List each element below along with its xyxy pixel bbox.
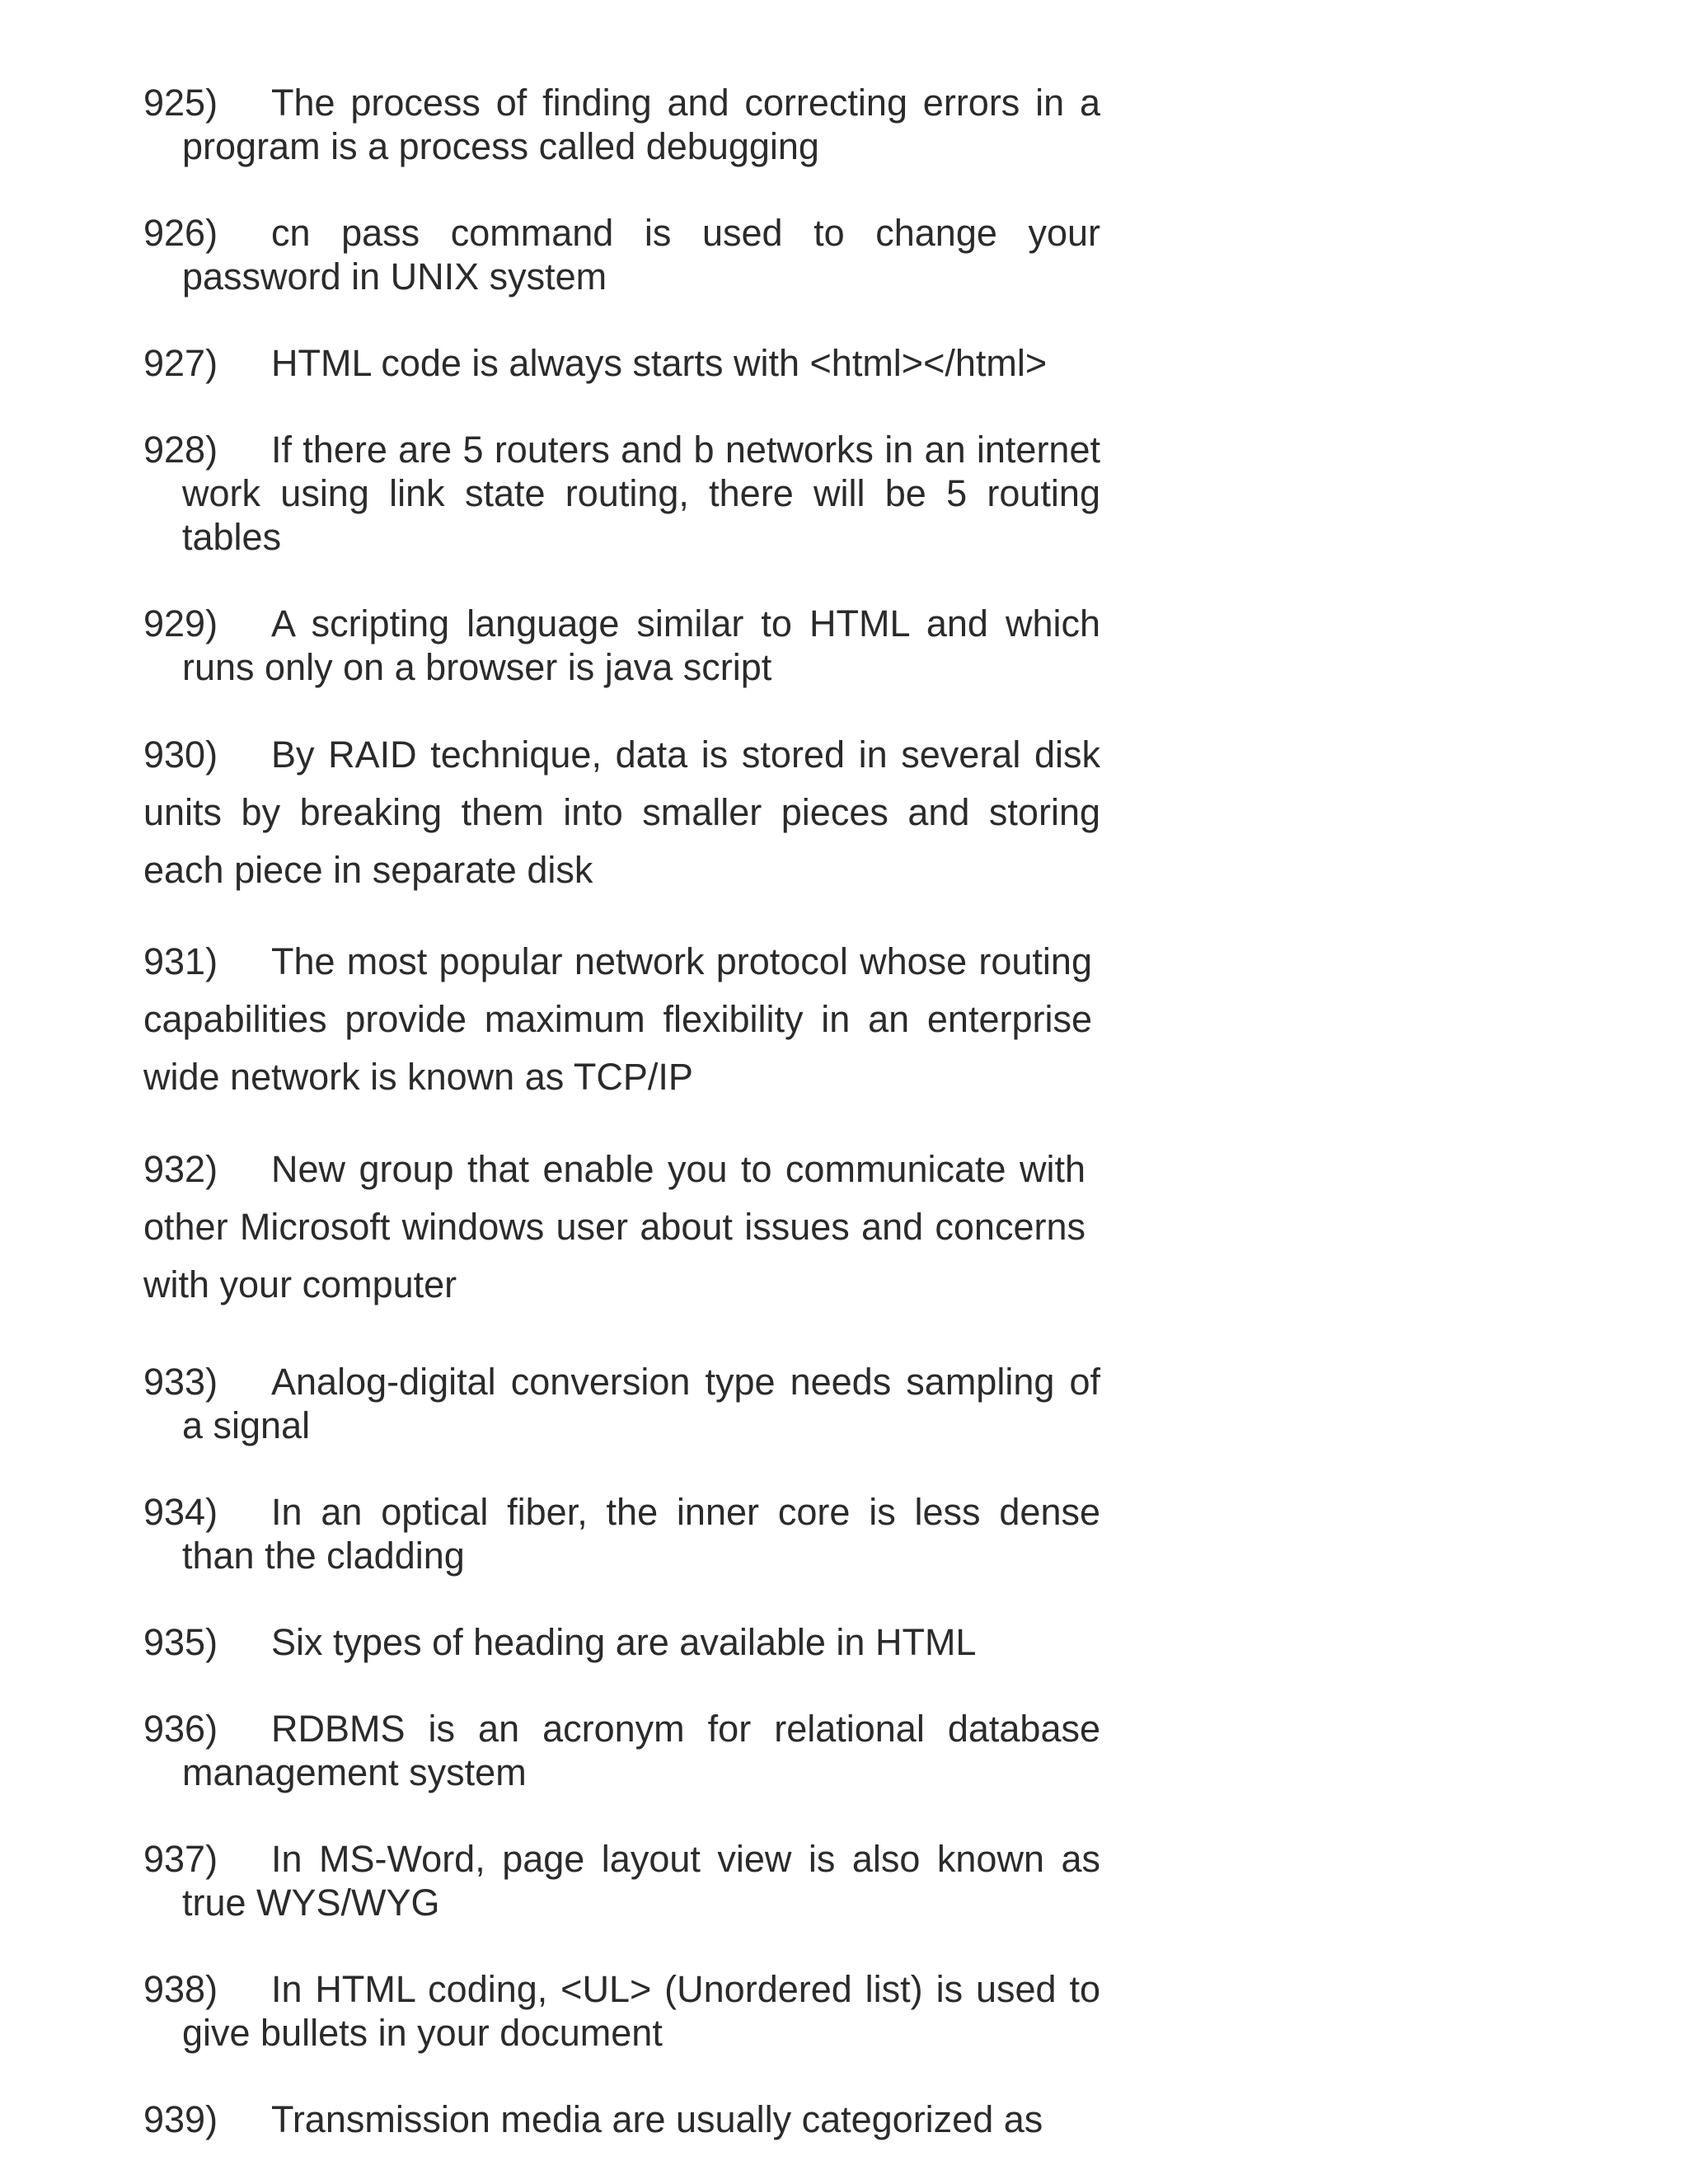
item-text: In MS-Word, page layout view is also known as true WYS/WYG: [182, 1838, 1100, 1924]
item-text: New group that enable you to communicate with other Microsoft windows user about issues and concerns with your computer: [143, 1148, 1085, 1305]
item-text-block: [143, 1967, 1100, 2055]
item-text-block: [143, 1620, 1100, 1664]
item-text-block: [143, 2097, 1100, 2141]
item-text: Analog-digital conversion type needs sampling of a signal: [182, 1361, 1100, 1446]
item-number: 929): [143, 602, 218, 644]
item-text: The process of finding and correcting errors in a program is a process called debugging: [182, 82, 1100, 167]
item-text-block: [143, 1490, 1100, 1577]
item-text-block: [143, 1837, 1100, 1924]
list-item: [143, 1837, 1100, 1924]
item-number: 927): [143, 342, 218, 384]
item-number: 938): [143, 1968, 218, 2010]
item-number: 930): [143, 733, 218, 776]
list-item: [143, 428, 1100, 559]
item-number: 931): [143, 940, 218, 982]
item-number: 939): [143, 2098, 218, 2140]
item-text: Six types of heading are available in HTML: [271, 1621, 977, 1663]
list-item: [143, 933, 1092, 1106]
list-item: [143, 1967, 1100, 2055]
list-item: [143, 2097, 1100, 2141]
item-text-block: [143, 341, 1100, 385]
list-item: [143, 1360, 1100, 1447]
item-text: In an optical fiber, the inner core is less dense than the cladding: [182, 1491, 1100, 1577]
item-text: If there are 5 routers and b networks in an internet work using link state routing, there will be 5 routing tables: [182, 429, 1100, 558]
item-text: The most popular network protocol whose routing capabilities provide maximum flexibility in an enterprise wide network is known as TCP/IP: [143, 940, 1092, 1098]
item-text-block: [143, 428, 1100, 559]
item-text: A scripting language similar to HTML and which runs only on a browser is java script: [182, 602, 1100, 688]
list-item: [143, 81, 1100, 168]
item-number: 935): [143, 1621, 218, 1663]
list-item: [143, 726, 1100, 899]
item-text: HTML code is always starts with <html></html>: [271, 342, 1048, 384]
item-text: RDBMS is an acronym for relational database management system: [182, 1708, 1100, 1793]
list-item: [143, 211, 1100, 298]
item-number: 932): [143, 1148, 218, 1190]
item-number: 926): [143, 212, 218, 254]
item-number: 925): [143, 82, 218, 124]
list-item: [143, 602, 1100, 689]
item-number: 928): [143, 429, 218, 471]
list-item: [143, 341, 1100, 385]
list-item: [143, 1490, 1100, 1577]
item-text-block: [143, 1707, 1100, 1794]
item-text: By RAID technique, data is stored in several disk units by breaking them into smaller pieces and storing each piece in separate disk: [143, 733, 1100, 891]
item-number: 936): [143, 1708, 218, 1750]
item-text-block: [143, 211, 1100, 298]
item-number: 937): [143, 1838, 218, 1880]
item-text-block: [143, 81, 1100, 168]
item-number: 933): [143, 1361, 218, 1403]
item-text: Transmission media are usually categorized as: [271, 2098, 1043, 2140]
item-text: In HTML coding, <UL> (Unordered list) is used to give bullets in your document: [182, 1968, 1100, 2054]
list-item: [143, 1141, 1085, 1314]
item-number: 934): [143, 1491, 218, 1533]
list-item: [143, 1707, 1100, 1794]
list-item: [143, 1620, 1100, 1664]
item-text-block: [143, 1360, 1100, 1447]
item-text-block: [143, 602, 1100, 689]
item-text: cn pass command is used to change your password in UNIX system: [182, 212, 1100, 298]
